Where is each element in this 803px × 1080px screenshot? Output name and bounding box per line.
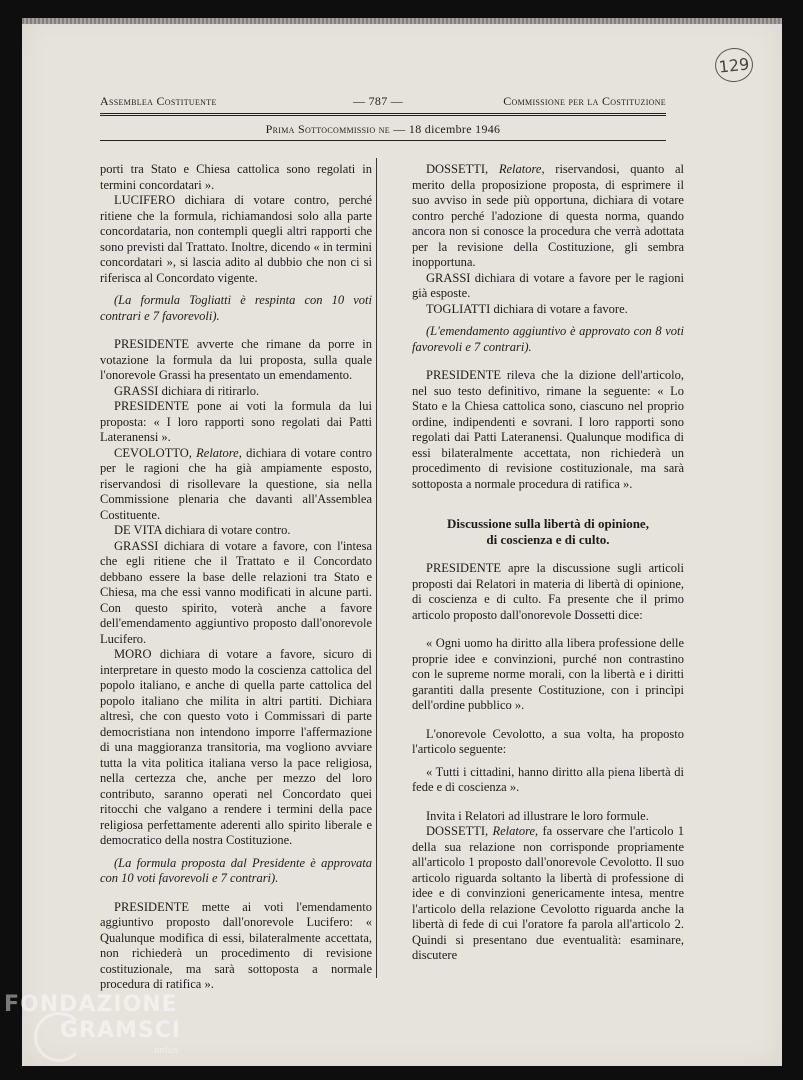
subheader (100, 122, 666, 137)
header-right: Commissione per la Costituzione (503, 94, 666, 108)
paragraph: PRESIDENTE apre la discussione sugli articoli proposti dai Relatori in materia di libertà di opinione, di coscienza e di culto. Fa presente che il primo articolo proposto dall'onorevole Dossetti dice: (412, 561, 684, 622)
section-heading (412, 516, 684, 548)
watermark-line1: FONDAZIONE (4, 992, 178, 1017)
watermark-line3: onlus (154, 1046, 179, 1056)
paragraph: PRESIDENTE rileva che la dizione dell'articolo, nel suo testo definitivo, rimane la seguente: « Lo Stato e la Chiesa cattolica sono, ciascuno nel proprio ordine, indipendenti e sovrani. I loro rapporti sono regolati dai Patti Lateranensi. Qualunque modifica di essi bilateralmente accettata, non richiederà un procedimento di revisione costituzionale, ma sarà sottoposta a normale procedura di ratifica ». (412, 368, 684, 491)
document-page (22, 18, 782, 1066)
speaker-name: CEVOLOTTO, (114, 445, 197, 460)
paragraph-text: , riservandosi, quanto al merito della proposizione proposta, di esprimere il suo avviso in sede più opportuna, dichiara di votare contro perché l'adozione di questa norma, quando ancora non si conosce la procedura che verrà adottata per la revisione della Costituzione, gli sembra inopportuna. (412, 162, 684, 269)
header-rule-top (100, 113, 666, 114)
column-divider (376, 158, 377, 978)
speaker-role: Relatore (498, 162, 542, 176)
paragraph: PRESIDENTE mette ai voti l'emendamento aggiuntivo proposto dall'onorevole Lucifero: « Qualunque modifica di essi, bilateralmente accettata, non richiederà un procedimento di revisione costituzionale, ma sarà sottoposta a normale procedura di ratifica ». (100, 899, 372, 991)
paragraph: GRASSI dichiara di votare a favore, con l'intesa che egli ritiene che il Trattato e il Concordato debbano essere la base delle relazioni tra Stato e Chiesa, ma che essi vanno modificati in alcune parti. Con questo spirito, voterà anche a favore dell'emendamento aggiuntivo proposto dall'onorevole Lucifero. (100, 538, 372, 646)
speaker-name: DOSSETTI, (426, 162, 499, 176)
section-heading-line2: di coscienza e di culto. (486, 532, 610, 547)
page-top-band (22, 18, 782, 24)
subheader-session: Prima Sottocommissio ne (265, 122, 390, 136)
paragraph: MORO dichiara di votare a favore, sicuro di interpretare in questo modo la coscienza cattolica del popolo italiano, e anche di quella parte cattolica del popolo italiano che milita in altri partiti. Dichiara altresì, che con questo voto i Commissari di parte democristiana non intendono imporre l'affermazione di una maggioranza transitoria, ma vogliono avviare tutta la vita politica italiana verso la pace religiosa, nella certezza che, anche per mezzo del loro contributo, saranno operati nel Concordato quei ritocchi che valgano a rendere i termini della pace religiosa perfettamente aderenti allo spirito liberale e democratico della nostra Costituzione. (100, 647, 372, 847)
paragraph-text: , dichiara di votare contro per le ragioni che ha già ampiamente esposto, riservandosi di risollevare la questione, sia nella Commissione plenaria che davanti all'Assemblea Costituente. (100, 445, 372, 522)
paragraph (412, 162, 684, 271)
vote-result: (La formula proposta dal Presidente è approvata con 10 voti favorevoli e 7 contrari). (100, 855, 372, 885)
header-left: Assemblea Costituente (100, 94, 217, 108)
paragraph: PRESIDENTE pone ai voti la formula da lui proposta: « I loro rapporti sono regolati dai Patti Lateranensi ». (100, 399, 372, 444)
watermark-line2: GRAMSCI (60, 1018, 182, 1043)
speaker-role: Relatore (196, 445, 239, 460)
paragraph (100, 446, 372, 524)
paragraph: PRESIDENTE avverte che rimane da porre in votazione la formula da lui proposta, sulla quale l'onorevole Grassi ha presentato un emendamento. (100, 337, 372, 382)
archive-stamp: 129 (713, 46, 754, 84)
header-rule-bottom (100, 115, 666, 116)
paragraph: Invita i Relatori ad illustrare le loro formule. (426, 808, 649, 823)
section-heading-line1: Discussione sulla libertà di opinione, (447, 516, 649, 531)
paragraph: TOGLIATTI dichiara di votare a favore. (426, 301, 628, 316)
paragraph: porti tra Stato e Chiesa cattolica sono regolati in termini concordatari ». (100, 162, 372, 192)
subheader-date: — 18 dicembre 1946 (390, 122, 501, 136)
paragraph: L'onorevole Cevolotto, a sua volta, ha proposto l'articolo seguente: (412, 726, 684, 756)
paragraph-text: , fa osservare che l'articolo 1 della sua relazione non corrisponde propriamente all'articolo 1 proposto dall'onorevole Cevolotto. Il suo articolo riguarda soltanto la libertà di professione di idee e di convinzioni genericamente intesa, mentre l'articolo della relazione Cevolotto riguarda anche la libertà di fede di cui l'oratore fa parola all'articolo 2. Quindi si presentano due eventualità: esaminare, discutere (412, 824, 684, 962)
subheader-rule (100, 140, 666, 141)
page-number: — 787 — (353, 94, 404, 108)
right-column (412, 162, 684, 964)
paragraph: GRASSI dichiara di votare a favore per le ragioni già esposte. (412, 270, 684, 300)
paragraph: LUCIFERO dichiara di votare contro, perché ritiene che la formula, richiamandosi solo alla parte concordataria, non contempli quegli altri rapporti che sono previsti dal Trattato. Inoltre, dicendo « in termini concordatari », si lascia adito al dubbio che non ci si riferisca al Concordato vigente. (100, 193, 372, 285)
left-column (100, 162, 372, 993)
speaker-role: Relatore (492, 824, 536, 838)
paragraph: DE VITA dichiara di votare contro. (114, 523, 291, 537)
vote-result: (La formula Togliatti è respinta con 10 voti contrari e 7 favorevoli). (100, 293, 372, 323)
quoted-article: « Tutti i cittadini, hanno diritto alla piena libertà di fede e di coscienza ». (412, 764, 684, 794)
speaker-name: DOSSETTI, (426, 824, 493, 838)
paragraph (412, 824, 684, 964)
running-header (100, 94, 666, 110)
vote-result: (L'emendamento aggiuntivo è approvato con 8 voti favorevoli e 7 contrari). (412, 324, 684, 354)
watermark-logo (4, 990, 204, 1060)
paragraph: GRASSI dichiara di ritirarlo. (114, 383, 260, 398)
quoted-article: « Ogni uomo ha diritto alla libera professione delle proprie idee e convinzioni, purché non contrastino con le supreme norme morali, con la libertà e i diritti garantiti dalla presente Costituzione, con i princìpi dell'ordine pubblico ». (412, 636, 684, 712)
